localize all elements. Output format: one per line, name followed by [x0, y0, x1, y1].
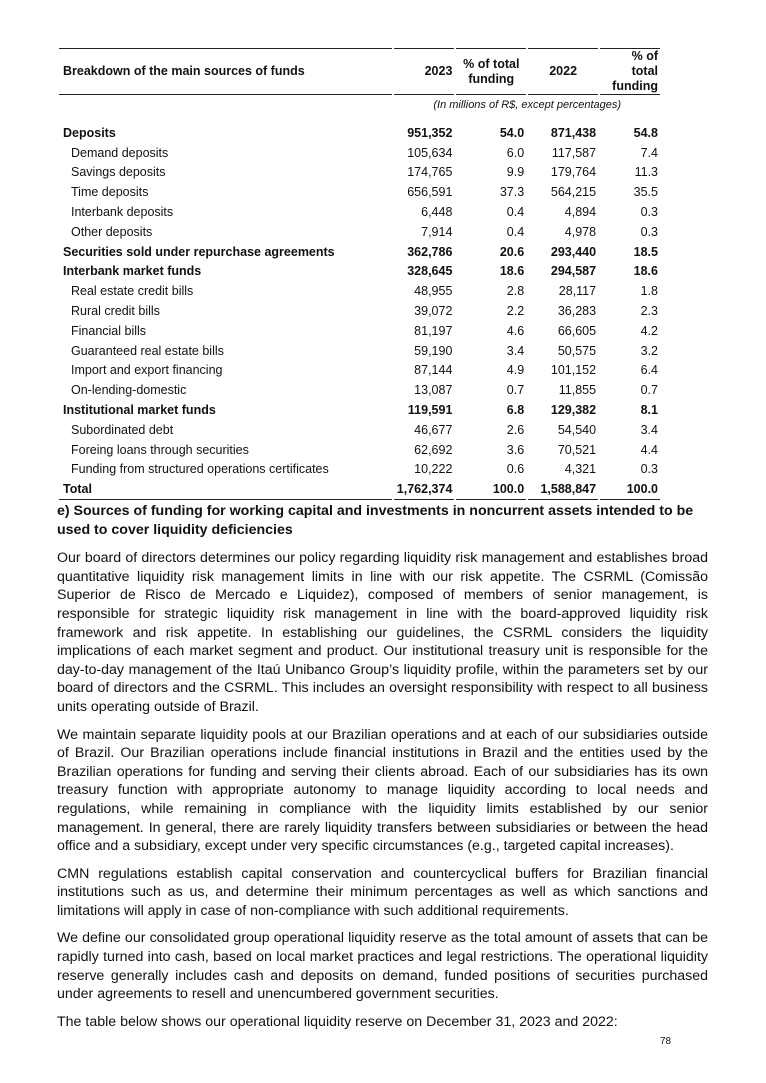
cell-p2023: 2.2: [506, 304, 525, 319]
cell-v2022: 70,521: [557, 442, 597, 457]
table-row: [59, 182, 660, 202]
cell-label: Time deposits: [71, 185, 149, 200]
table-row: [59, 420, 660, 440]
paragraph: We define our consolidated group operational liquidity reserve as the total amount of assets that can be rapidly turned into cash, based on local market practices and legal restrictions. The operational liquidity reserve generally includes cash and deposits on demand, funded positions of securities purchased under agreements to resell and unencumbered government securities.: [57, 930, 708, 1003]
cell-label: Financial bills: [71, 323, 147, 338]
cell-p2022: 35.5: [633, 185, 658, 200]
cell-p2023: 0.4: [506, 205, 525, 220]
cell-p2022: 11.3: [634, 165, 658, 180]
cell-v2023: 62,692: [414, 442, 453, 457]
section-text: [57, 502, 708, 1040]
cell-p2022: 0.7: [640, 383, 658, 398]
cell-label: Import and export financing: [71, 363, 223, 378]
cell-p2023: 0.4: [506, 224, 525, 239]
header-2023: 2023: [394, 48, 454, 95]
cell-p2023: 2.6: [506, 422, 525, 437]
cell-v2022: 4,894: [564, 205, 597, 220]
cell-label: Funding from structured operations certificates: [71, 462, 329, 477]
table-row: [59, 222, 660, 242]
cell-label: Securities sold under repurchase agreements: [63, 244, 335, 259]
cell-label: Subordinated debt: [71, 422, 174, 437]
table-row: [59, 479, 660, 500]
cell-v2022: 117,587: [551, 145, 597, 160]
cell-label: Interbank deposits: [71, 205, 174, 220]
cell-v2022: 4,321: [564, 462, 597, 477]
paragraph: We maintain separate liquidity pools at our Brazilian operations and at each of our subsidiaries outside of Brazil. Our Brazilian operations include financial institutions in Brazil and the entities used by the Brazilian operations for funding and serving their clients abroad. Each of our subsidiaries has its own treasury function with appropriate autonomy to manage liquidity according to local needs and regulations, while remaining in compliance with the liquidity limits established by our senior management. In general, there are rarely liquidity transfers between subsidiaries or between the head office and a subsidiary, except under very specific circumstances (e.g., targeted capital increases).: [57, 726, 708, 855]
cell-p2022: 18.5: [633, 244, 658, 259]
table-header-row: [59, 48, 660, 95]
table-row: [59, 400, 660, 420]
table-row: [59, 380, 660, 400]
cell-label: Rural credit bills: [71, 304, 160, 319]
cell-label: Interbank market funds: [63, 264, 202, 279]
cell-label: Guaranteed real estate bills: [71, 343, 224, 358]
units-note: (In millions of R$, except percentages): [433, 99, 622, 111]
cell-p2022: 4.4: [640, 442, 658, 457]
cell-v2022: 293,440: [550, 244, 597, 259]
cell-p2022: 0.3: [640, 462, 658, 477]
cell-p2023: 2.8: [506, 284, 525, 299]
cell-p2022: 18.6: [633, 264, 658, 279]
table-row: [59, 143, 660, 163]
cell-p2023: 6.0: [506, 145, 525, 160]
cell-p2022: 3.2: [640, 343, 658, 358]
page-number: 78: [660, 1036, 672, 1047]
cell-p2022: 0.3: [640, 205, 658, 220]
cell-label: Total: [59, 479, 392, 500]
cell-p2023: 4.6: [506, 323, 525, 338]
cell-v2023: 7,914: [421, 224, 453, 239]
table-row: [59, 242, 660, 262]
cell-p2023: 4.9: [506, 363, 525, 378]
table-row: [59, 301, 660, 321]
cell-p2023: 20.6: [499, 244, 525, 259]
section-heading: e) Sources of funding for working capital and investments in noncurrent assets intended to be used to cover liquidity deficiencies: [57, 503, 694, 538]
cell-p2022: 6.4: [640, 363, 658, 378]
cell-p2022: 0.3: [640, 224, 658, 239]
cell-v2023: 81,197: [414, 323, 453, 338]
cell-p2022: 2.3: [640, 304, 658, 319]
header-pct-2022: % of total funding: [600, 48, 660, 95]
cell-v2022: 28,117: [558, 284, 597, 299]
cell-p2022: 54.8: [633, 125, 658, 140]
table-row: [59, 440, 660, 460]
cell-v2023: 46,677: [414, 422, 453, 437]
cell-v2022: 54,540: [557, 422, 597, 437]
cell-v2022: 36,283: [557, 304, 597, 319]
cell-v2023: 1,762,374: [394, 479, 454, 500]
cell-v2022: 564,215: [550, 185, 597, 200]
cell-p2022: 8.1: [640, 403, 658, 418]
cell-p2022: 1.8: [640, 284, 658, 299]
cell-v2022: 179,764: [550, 165, 597, 180]
table-row: [59, 341, 660, 361]
cell-label: Foreing loans through securities: [71, 442, 249, 457]
cell-v2023: 6,448: [421, 205, 453, 220]
cell-v2023: 328,645: [407, 264, 453, 279]
cell-p2022: 3.4: [640, 422, 658, 437]
cell-v2023: 13,087: [414, 383, 453, 398]
cell-p2023: 0.7: [506, 383, 525, 398]
cell-p2023: 6.8: [506, 403, 525, 418]
cell-label: On-lending-domestic: [71, 383, 187, 398]
cell-v2023: 59,190: [414, 343, 453, 358]
cell-v2022: 294,587: [550, 264, 597, 279]
cell-p2022: 100.0: [600, 479, 660, 500]
cell-p2023: 0.6: [506, 462, 525, 477]
table-row: [59, 123, 660, 143]
cell-v2023: 39,072: [414, 304, 453, 319]
cell-label: Real estate credit bills: [71, 284, 194, 299]
cell-label: Demand deposits: [71, 145, 169, 160]
cell-p2023: 37.3: [499, 185, 525, 200]
cell-p2023: 100.0: [456, 479, 526, 500]
cell-p2023: 54.0: [499, 125, 525, 140]
table-row: [59, 321, 660, 341]
cell-v2023: 119,591: [407, 403, 453, 418]
header-2022: 2022: [528, 48, 598, 95]
cell-v2023: 48,955: [414, 284, 453, 299]
table-row: [59, 202, 660, 222]
cell-label: Institutional market funds: [63, 403, 216, 418]
cell-p2022: 7.4: [640, 145, 658, 160]
cell-v2023: 174,765: [407, 165, 453, 180]
cell-v2022: 66,605: [557, 323, 597, 338]
table-row: [59, 460, 660, 480]
cell-v2023: 951,352: [407, 125, 453, 140]
cell-v2023: 656,591: [407, 185, 453, 200]
cell-v2023: 87,144: [414, 363, 453, 378]
funding-sources-table: [57, 48, 662, 500]
table-row: [59, 281, 660, 301]
cell-v2022: 50,575: [557, 343, 597, 358]
cell-v2022: 129,382: [550, 403, 597, 418]
cell-label: Other deposits: [71, 224, 153, 239]
cell-p2023: 9.9: [506, 165, 525, 180]
cell-v2023: 10,222: [414, 462, 453, 477]
cell-v2022: 11,855: [558, 383, 597, 398]
cell-label: Savings deposits: [71, 165, 166, 180]
cell-p2023: 3.6: [506, 442, 525, 457]
cell-v2022: 101,152: [550, 363, 597, 378]
table-row: [59, 163, 660, 183]
cell-v2022: 4,978: [564, 224, 597, 239]
table-row: [59, 361, 660, 381]
cell-p2022: 4.2: [640, 323, 658, 338]
header-pct-2023: % of total funding: [456, 48, 526, 95]
cell-p2023: 18.6: [499, 264, 525, 279]
cell-label: Deposits: [63, 125, 116, 140]
cell-v2023: 105,634: [407, 145, 453, 160]
paragraph: The table below shows our operational liquidity reserve on December 31, 2023 and 2022:: [57, 1013, 618, 1030]
cell-v2023: 362,786: [407, 244, 453, 259]
header-breakdown: Breakdown of the main sources of funds: [59, 48, 392, 95]
cell-p2023: 3.4: [506, 343, 525, 358]
cell-v2022: 1,588,847: [528, 479, 598, 500]
paragraph: CMN regulations establish capital conservation and countercyclical buffers for Brazilian financial institutions such as us, and determine their minimum percentages as well as which sanctions and limitations will apply in case of non-compliance with such additional requirements.: [57, 865, 708, 919]
table-row: [59, 262, 660, 282]
paragraph: Our board of directors determines our policy regarding liquidity risk management and establishes broad quantitative liquidity risk management limits in line with our risk appetite. The CSRML (Comissão Superior de Risco de Mercado e Liquidez), composed of members of senior management, is responsible for strategic liquidity risk management in line with the board-approved liquidity risk framework and risk appetite. In establishing our guidelines, the CSRML considers the liquidity implications of each market segment and product. Our institutional treasury unit is responsible for the day-to-day management of the Itaú Unibanco Group’s liquidity profile, within the parameters set by our board of directors and the CSRML. This includes an oversight responsibility with respect to all business units operating outside of Brazil.: [57, 550, 708, 715]
cell-v2022: 871,438: [550, 125, 597, 140]
